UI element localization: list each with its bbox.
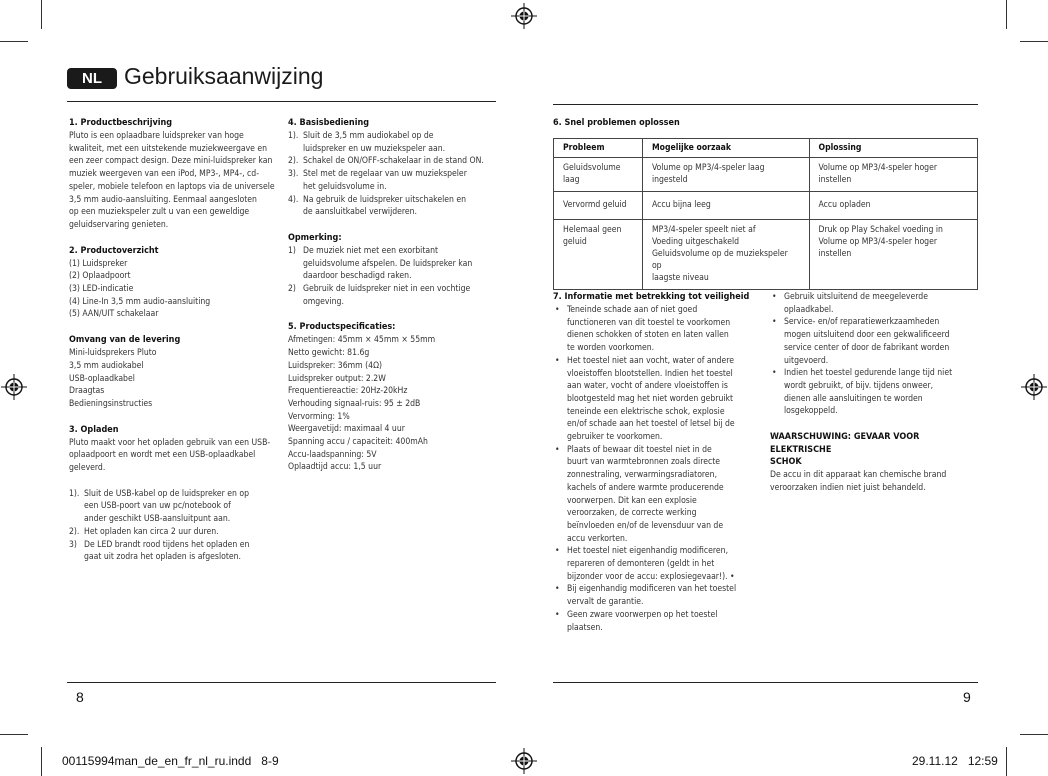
table-cell [554, 192, 643, 220]
bullet: • [555, 584, 560, 595]
table-row [554, 192, 978, 220]
text-line: gaat uit zodra het opladen is afgesloten. [84, 552, 241, 563]
step-number: 1). [288, 131, 299, 141]
crop-mark [1020, 734, 1048, 735]
step-number: 2) [288, 284, 296, 295]
list-item [288, 130, 498, 155]
registration-mark-icon [511, 748, 537, 774]
page-number-right: 9 [963, 689, 971, 705]
section-heading: 6. Snel problemen oplossen [553, 118, 680, 128]
text-line: uitgevoerd. [784, 355, 829, 366]
safety-column-a [553, 291, 758, 634]
text-line: gebruiker te voorkomen. [567, 432, 663, 443]
note-list [288, 245, 498, 309]
text-line: Sluit de USB-kabel op de luidspreker en op [84, 488, 250, 499]
text-line: service center of door de fabrikant worden [784, 342, 950, 353]
list-item: (2) Oplaadpoort [69, 271, 131, 282]
list-item [69, 488, 281, 526]
footer-rule [553, 682, 978, 683]
text-line: Vervormd geluid [563, 200, 627, 210]
step-list [288, 130, 498, 219]
text-line: Pluto maakt voor het opladen gebruik van een USB- [69, 437, 271, 448]
registration-mark-icon [511, 3, 537, 29]
list-item: (3) LED-indicatie [69, 284, 134, 295]
list-item: 3,5 mm audiokabel [69, 360, 144, 371]
text-line: Schakel de ON/OFF-schakelaar in de stand ON. [303, 156, 484, 167]
text-line: daardoor beschadigd raken. [303, 271, 412, 282]
section-heading: 5. Productspecificaties: [288, 322, 396, 333]
text-line: en/of schade aan het toestel of letsel bij de [567, 419, 735, 430]
text-line: wordt gebruikt, of bijv. tijdens onweer, [784, 380, 934, 391]
crop-mark [41, 747, 42, 776]
registration-mark-icon [1, 374, 27, 400]
text-line: omgeving. [303, 296, 344, 307]
text-line: beïnvloeden en/of de levensduur van de [567, 520, 724, 531]
list-item [553, 545, 758, 583]
print-file-slug: 00115994man_de_en_fr_nl_ru.indd 8-9 [62, 754, 279, 768]
text-line: Volume op MP3/4-speler hoger [818, 237, 938, 247]
section-6-heading-wrap [553, 117, 853, 130]
text-line: vloeistoffen blootstellen. Indien het toestel [567, 368, 733, 379]
text-line: buurt van warmtebronnen zoals directe [567, 457, 720, 468]
crop-mark [1006, 747, 1007, 776]
text-line: Geluidsvolume [563, 163, 621, 173]
middle-column [288, 117, 498, 474]
text-line: oplaadpoort en wordt met een USB-oplaadkabel [69, 450, 256, 461]
page-number-left: 8 [76, 689, 84, 705]
crop-mark [0, 41, 28, 42]
text-line: Plaats of bewaar dit toestel niet in de [567, 444, 712, 455]
table-cell [554, 220, 643, 290]
text-line: mogen uitsluitend door een gekwalificeerd [784, 330, 950, 341]
table-cell [642, 220, 809, 290]
text-line: Sluit de 3,5 mm audiokabel op de [303, 131, 434, 141]
bullet: • [772, 292, 777, 302]
text-line: geluid [563, 237, 587, 247]
section-heading: Omvang van de levering [69, 335, 181, 346]
bullet: • [555, 444, 560, 455]
text-line: WAARSCHUWING: GEVAAR VOOR ELEKTRISCHE [770, 432, 920, 455]
text-line: bijzonder voor de accu: explosiegevaar!). • [567, 571, 735, 582]
bullet-list [770, 291, 982, 418]
list-item [69, 539, 281, 564]
list-item [770, 316, 982, 367]
table-header-row [554, 139, 978, 158]
text-line: speler, mobiele telefoon en laptops via de universele [69, 181, 275, 192]
header-rule [67, 101, 496, 102]
text-line: Teneinde schade aan of niet goed [567, 305, 698, 315]
text-line: Druk op Play Schakel voeding in [818, 225, 943, 235]
language-badge: NL [67, 68, 117, 89]
footer-rule [67, 682, 496, 683]
list-item: USB-oplaadkabel [69, 373, 135, 384]
text-line: voorwerpen. Dit kan een explosie [567, 495, 697, 506]
table-row [554, 220, 978, 290]
list-item [770, 367, 982, 418]
text-line: plaatsen. [567, 622, 603, 633]
list-item [288, 155, 498, 168]
step-number: 3) [69, 539, 77, 550]
bullet: • [772, 368, 777, 379]
section-heading: 3. Opladen [69, 424, 119, 435]
table-row [554, 158, 978, 192]
spec-item: Luidspreker output: 2.2W [288, 373, 386, 384]
step-number: 1) [288, 245, 296, 256]
text-line: op een muziekspeler zult u van een geweldige [69, 207, 250, 218]
text-line: te worden voorkomen. [567, 343, 655, 354]
text-line: geleverd. [69, 463, 106, 474]
crop-mark [1020, 41, 1048, 42]
text-line: laag [563, 175, 580, 185]
text-line: 3,5 mm audio-aansluiting. Eenmaal aangesloten [69, 194, 257, 205]
header-rule [553, 104, 978, 105]
print-date-slug: 29.11.12 12:59 [912, 754, 998, 768]
text-line: Volume op MP3/4-speler hoger [818, 163, 938, 173]
text-line: luidspreker en uw muziekspeler aan. [303, 143, 446, 154]
list-item [553, 444, 758, 546]
step-number: 2). [288, 156, 299, 167]
text-line: Accu bijna leeg [651, 200, 711, 210]
text-line: een USB-poort van uw pc/notebook of [84, 501, 231, 512]
list-item: Bedieningsinstructies [69, 398, 153, 409]
text-line: veroorzaken, de correcte werking [567, 508, 697, 519]
bullet: • [772, 317, 777, 328]
list-item: (4) Line-In 3,5 mm audio-aansluiting [69, 296, 211, 307]
spec-item: Accu-laadspanning: 5V [288, 449, 377, 460]
text-line: Pluto is een oplaadbare luidspreker van hoge [69, 131, 244, 141]
column-header: Mogelijke oorzaak [642, 139, 809, 158]
left-column [69, 117, 281, 564]
bullet: • [555, 609, 560, 620]
text-line: oplaadkabel. [784, 304, 834, 315]
spec-item: Verhouding signaal-ruis: 95 ± 2dB [288, 398, 421, 409]
table-cell [809, 220, 978, 290]
text-line: Het opladen kan circa 2 uur duren. [84, 526, 219, 537]
list-item: Mini-luidsprekers Pluto [69, 348, 157, 359]
text-line: blootgesteld mag het niet worden gebruikt [567, 393, 734, 404]
text-line: Indien het toestel gedurende lange tijd niet [784, 368, 953, 379]
list-item [770, 291, 982, 316]
table-cell [809, 192, 978, 220]
text-line: dienen schokken of stoten en laten vallen [567, 330, 729, 341]
list-item [288, 194, 498, 219]
bullet: • [555, 355, 560, 366]
step-number: 4). [288, 194, 299, 205]
step-list [69, 488, 281, 564]
list-item [553, 609, 758, 634]
text-line: Het toestel niet eigenhandig modificeren, [567, 546, 729, 557]
safety-column-b [770, 291, 982, 495]
text-line: kachels of andere warmte producerende [567, 482, 724, 493]
text-line: Na gebruik de luidspreker uitschakelen en [303, 194, 467, 205]
list-item [288, 245, 498, 283]
section-heading: 4. Basisbediening [288, 118, 370, 128]
spec-item: Afmetingen: 45mm × 45mm × 55mm [288, 335, 436, 346]
text-line: ander geschikt USB-aansluitpunt aan. [84, 514, 231, 525]
list-item: (5) AAN/UIT schakelaar [69, 309, 159, 320]
crop-mark [41, 0, 42, 29]
text-line: Helemaal geen [563, 225, 622, 235]
spec-item: Netto gewicht: 81.6g [288, 348, 370, 359]
text-line: Stel met de regelaar van uw muziekspeler [303, 169, 467, 180]
text-line: het geluidsvolume in. [303, 181, 387, 192]
section-heading: Opmerking: [288, 232, 342, 243]
section-heading: 7. Informatie met betrekking tot veiligheid [553, 292, 750, 302]
text-line: dienen alle aansluitingen te worden [784, 393, 923, 404]
text-line: vervalt de garantie. [567, 597, 644, 608]
text-line: de aansluitkabel verwijderen. [303, 207, 417, 218]
text-line: Voeding uitgeschakeld [651, 237, 740, 247]
warning-heading [770, 431, 982, 469]
list-item: (1) Luidspreker [69, 258, 128, 269]
spec-item: Spanning accu / capaciteit: 400mAh [288, 437, 428, 448]
step-number: 1). [69, 488, 80, 499]
text-line: veroorzaken indien niet juist behandeld. [770, 482, 926, 493]
text-line: geluidsvolume afspelen. De luidspreker kan [303, 258, 473, 269]
list-item [553, 304, 758, 355]
section-heading: 2. Productoverzicht [69, 245, 159, 256]
step-number: 2). [69, 526, 80, 537]
table-cell [642, 192, 809, 220]
table-cell [809, 158, 978, 192]
spec-item: Oplaadtijd accu: 1,5 uur [288, 462, 382, 473]
text-line: accu verkorten. [567, 533, 628, 544]
table-cell [642, 158, 809, 192]
page-title: Gebruiksaanwijzing [124, 63, 324, 89]
text-line: instellen [818, 249, 852, 259]
paragraph [69, 130, 281, 232]
text-line: ingesteld [651, 175, 688, 185]
text-line: MP3/4-speler speelt niet af [651, 225, 756, 235]
text-line: kwaliteit, met een uitstekende muziekweergave en [69, 143, 268, 154]
bullet-list [553, 304, 758, 634]
list-item [553, 355, 758, 444]
text-line: een zeer compact design. Deze mini-luidspreker kan [69, 156, 273, 167]
text-line: instellen [818, 175, 852, 185]
list-item [288, 168, 498, 193]
text-line: repareren of demonteren (geldt in het [567, 559, 715, 570]
text-line: Geluidsvolume op de muziekspeler op [651, 249, 788, 271]
table-cell [554, 158, 643, 192]
column-header: Oplossing [809, 139, 978, 158]
bullet: • [555, 305, 560, 315]
text-line: SCHOK [770, 457, 802, 468]
text-line: functioneren van dit toestel te voorkomen [567, 317, 731, 328]
text-line: Geen zware voorwerpen op het toestel [567, 609, 718, 620]
troubleshooting-table [553, 138, 978, 290]
text-line: Gebruik de luidspreker niet in een vochtige [303, 284, 471, 295]
section-heading: 1. Productbeschrijving [69, 118, 173, 128]
list-item [288, 283, 498, 308]
text-line: Accu opladen [818, 200, 871, 210]
text-line: Gebruik uitsluitend de meegeleverde [784, 292, 928, 302]
step-number: 3). [288, 169, 299, 180]
crop-mark [0, 734, 28, 735]
text-line: Service- en/of reparatiewerkzaamheden [784, 317, 940, 328]
spec-item: Frequentiereactie: 20Hz-20kHz [288, 386, 408, 397]
list-item: Draagtas [69, 386, 105, 397]
text-line: De LED brandt rood tijdens het opladen en [84, 539, 250, 550]
text-line: muziek weergeven van een iPod, MP3-, MP4-, cd- [69, 169, 259, 180]
spec-item: Vervorming: 1% [288, 411, 350, 422]
text-line: teneinde een elektrische schok, explosie [567, 406, 725, 417]
text-line: aan water, vocht of andere vloeistoffen is [567, 381, 728, 392]
spec-item: Luidspreker: 36mm (4Ω) [288, 360, 383, 371]
crop-mark [1006, 0, 1007, 29]
text-line: Het toestel niet aan vocht, water of andere [567, 355, 734, 366]
text-line: Volume op MP3/4-speler laag [651, 163, 765, 173]
registration-mark-icon [1021, 374, 1047, 400]
text-line: zonnestraling, verwarmingsradiatoren, [567, 470, 718, 481]
bullet: • [555, 546, 560, 557]
text-line: De muziek niet met een exorbitant [303, 245, 439, 256]
list-item [553, 583, 758, 608]
list-item [69, 526, 281, 539]
text-line: geluidservaring genieten. [69, 219, 169, 230]
text-line: losgekoppeld. [784, 406, 838, 417]
text-line: laagste niveau [651, 273, 709, 283]
text-line: Bij eigenhandig modificeren van het toestel [567, 584, 737, 595]
column-header: Probleem [554, 139, 643, 158]
spec-item: Weergavetijd: maximaal 4 uur [288, 424, 405, 435]
text-line: De accu in dit apparaat kan chemische brand [770, 470, 947, 481]
